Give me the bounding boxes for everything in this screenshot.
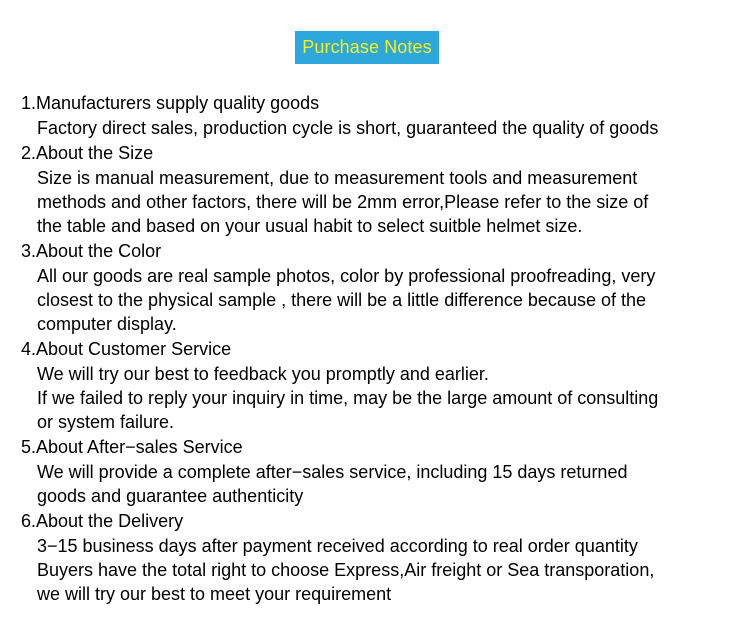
section-heading: 2.About the Size <box>21 143 154 163</box>
page-title: Purchase Notes <box>295 31 438 64</box>
note-section-size <box>0 140 750 238</box>
section-text-line: goods and guarantee authenticity <box>37 486 304 506</box>
section-text-line: Buyers have the total right to choose Express,Air freight or Sea transporation, <box>37 560 655 580</box>
section-text-line: If we failed to reply your inquiry in time, may be the large amount of consulting <box>37 388 659 408</box>
section-text-line: We will provide a complete after−sales service, including 15 days returned <box>37 462 628 482</box>
section-text-line: methods and other factors, there will be 2mm error,Please refer to the size of <box>37 192 649 212</box>
section-text-line: or system failure. <box>37 412 175 432</box>
section-text-line: computer display. <box>37 314 177 334</box>
section-heading: 6.About the Delivery <box>21 511 184 531</box>
section-text-line: 3−15 business days after payment received according to real order quantity <box>37 536 638 556</box>
note-section-manufacturers <box>0 90 750 140</box>
note-section-after-sales <box>0 434 750 508</box>
section-heading: 1.Manufacturers supply quality goods <box>21 93 320 113</box>
note-section-color <box>0 238 750 336</box>
note-section-customer-service <box>0 336 750 434</box>
section-text-line: the table and based on your usual habit to select suitble helmet size. <box>37 216 583 236</box>
section-text-line: All our goods are real sample photos, color by professional proofreading, very <box>37 266 656 286</box>
title-container <box>0 31 750 64</box>
section-text-line: Factory direct sales, production cycle is short, guaranteed the quality of goods <box>37 118 659 138</box>
section-text-line: Size is manual measurement, due to measurement tools and measurement <box>37 168 638 188</box>
section-heading: 5.About After−sales Service <box>21 437 243 457</box>
section-heading: 4.About Customer Service <box>21 339 232 359</box>
notes-list <box>0 90 750 606</box>
section-text-line: we will try our best to meet your requirement <box>37 584 392 604</box>
section-text-line: closest to the physical sample , there will be a little difference because of the <box>37 290 647 310</box>
section-heading: 3.About the Color <box>21 241 162 261</box>
section-text-line: We will try our best to feedback you promptly and earlier. <box>37 364 489 384</box>
note-section-delivery <box>0 508 750 606</box>
